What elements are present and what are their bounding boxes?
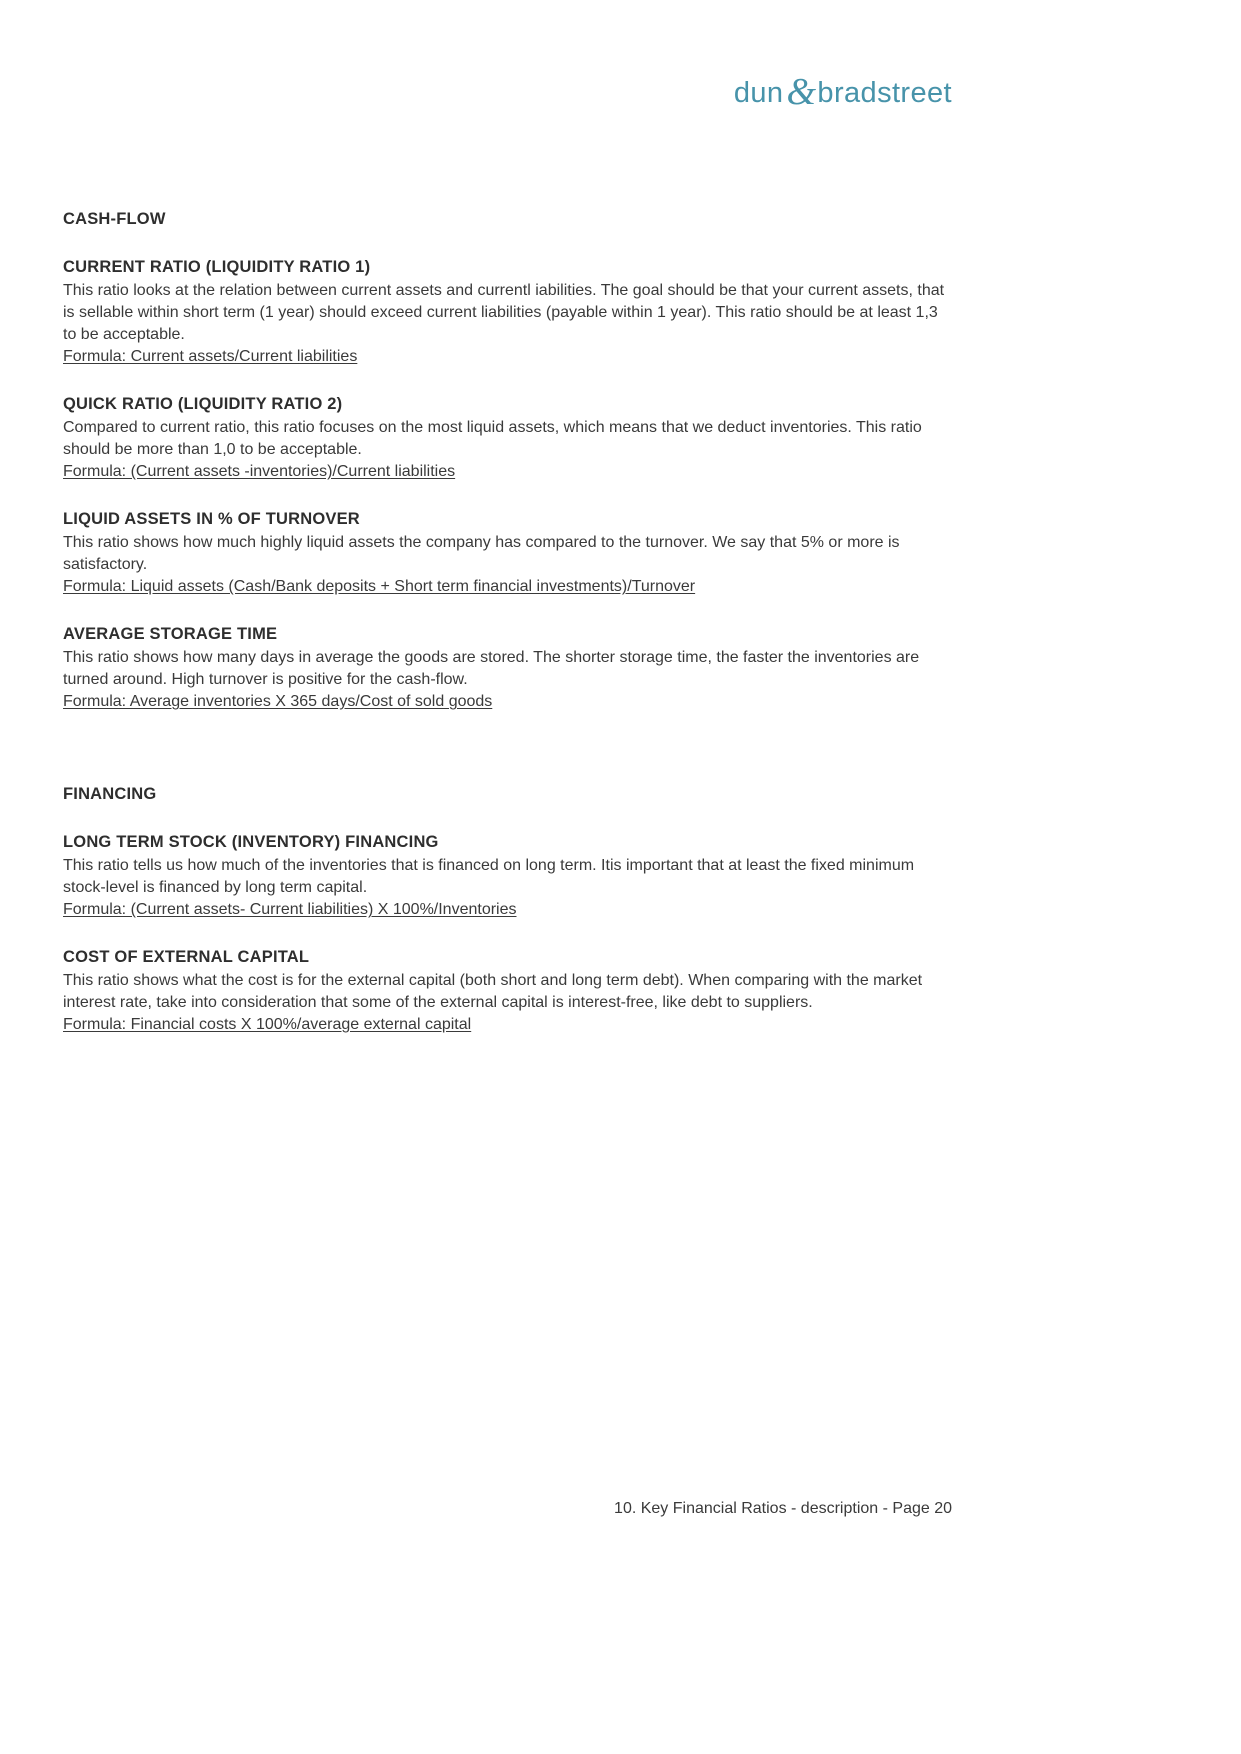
logo-ampersand-icon: & <box>786 71 817 113</box>
ratio-formula: Formula: Current assets/Current liabilities <box>63 348 358 365</box>
section-heading: FINANCING <box>63 785 157 803</box>
ratio-description: This ratio shows how much highly liquid assets the company has compared to the turnover. We say that 5% or more is satisfactory. <box>63 534 900 573</box>
ratio-title: QUICK RATIO (LIQUIDITY RATIO 2) <box>63 395 343 413</box>
logo-row <box>63 70 952 113</box>
page-footer: 10. Key Financial Ratios - description - Page 20 <box>614 1500 952 1517</box>
ratio-title: LONG TERM STOCK (INVENTORY) FINANCING <box>63 833 439 851</box>
ratio-title: LIQUID ASSETS IN % OF TURNOVER <box>63 510 360 528</box>
ratio-formula: Formula: Liquid assets (Cash/Bank deposits + Short term financial investments)/Turnover <box>63 578 696 595</box>
ratio-item-current-ratio <box>63 258 952 368</box>
section-cash-flow <box>63 210 952 713</box>
ratio-description: This ratio shows what the cost is for the external capital (both short and long term debt). When comparing with the market interest rate, take into consideration that some of the external capital is interest-free, like debt to suppliers. <box>63 972 923 1011</box>
ratio-description: Compared to current ratio, this ratio focuses on the most liquid assets, which means that we deduct inventories. This ratio should be more than 1,0 to be acceptable. <box>63 419 922 458</box>
page-content <box>63 0 952 1036</box>
ratio-title: COST OF EXTERNAL CAPITAL <box>63 948 310 966</box>
ratio-description: This ratio looks at the relation between current assets and currentl iabilities. The goal should be that your current assets, that is sellable within short term (1 year) should exceed current liabilities (payable within 1 year). This ratio should be at least 1,3 to be acceptable. <box>63 282 945 343</box>
ratio-description: This ratio shows how many days in average the goods are stored. The shorter storage time, the faster the inventories are turned around. High turnover is positive for the cash-flow. <box>63 649 920 688</box>
ratio-item-long-term-stock-financing <box>63 833 952 921</box>
ratio-item-liquid-assets <box>63 510 952 598</box>
ratio-formula: Formula: (Current assets- Current liabilities) X 100%/Inventories <box>63 901 517 918</box>
ratio-description: This ratio tells us how much of the inventories that is financed on long term. Itis important that at least the fixed minimum stock-level is financed by long term capital. <box>63 857 915 896</box>
section-financing <box>63 785 952 1036</box>
ratio-formula: Formula: (Current assets -inventories)/Current liabilities <box>63 463 456 480</box>
ratio-item-quick-ratio <box>63 395 952 483</box>
ratio-formula: Formula: Average inventories X 365 days/Cost of sold goods <box>63 693 493 710</box>
logo-text-dun: dun <box>733 77 784 109</box>
ratio-formula: Formula: Financial costs X 100%/average external capital <box>63 1016 472 1033</box>
ratio-item-cost-of-external-capital <box>63 948 952 1036</box>
ratio-item-average-storage-time <box>63 625 952 713</box>
logo-text-bradstreet: bradstreet <box>817 77 952 109</box>
ratio-title: CURRENT RATIO (LIQUIDITY RATIO 1) <box>63 258 371 276</box>
ratio-title: AVERAGE STORAGE TIME <box>63 625 278 643</box>
section-heading: CASH-FLOW <box>63 210 166 228</box>
dnb-logo <box>734 70 952 112</box>
